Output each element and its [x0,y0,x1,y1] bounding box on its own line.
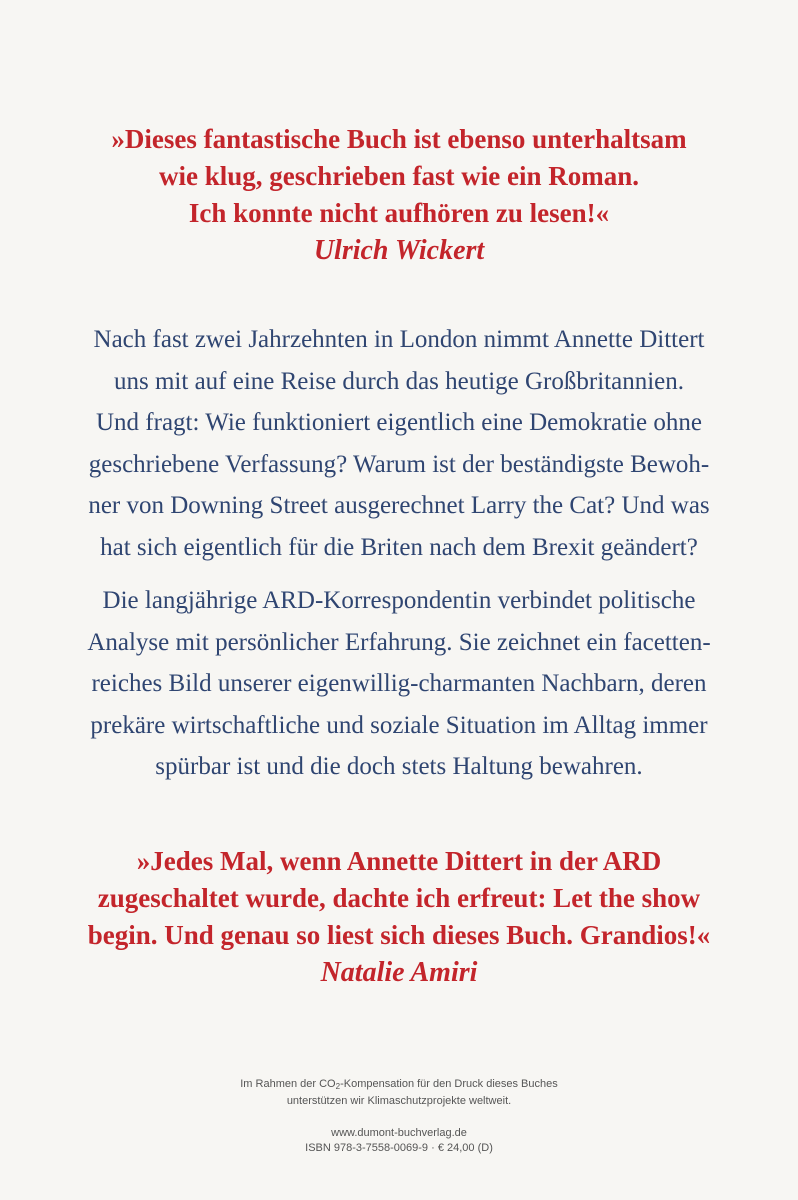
praise-quote-wickert [0,121,798,269]
climate-note-line-1 [0,1077,798,1094]
blurb-line: uns mit auf eine Reise durch das heutige Großbritannien. [114,367,684,395]
blurb-line: Nach fast zwei Jahrzehnten in London nimmt Annette Dittert [93,326,705,353]
climate-text-before: Im Rahmen der CO [240,1078,336,1090]
praise-quote-amiri [0,843,798,991]
blurb-line: prekäre wirtschaftliche und soziale Situation im Alltag immer [90,711,708,739]
blurb-line: Analyse mit persönlicher Erfahrung. Sie zeichnet ein facetten- [87,628,711,656]
publisher-website: www.dumont-buchverlag.de [331,1127,467,1139]
quote-line: wie klug, geschrieben fast wie ein Roman. [159,161,639,191]
blurb-line: spürbar ist und die doch stets Haltung bewahren. [155,753,643,780]
climate-text-after: -Kompensation für den Druck dieses Buches [340,1078,558,1090]
co2-subscript: 2 [335,1082,341,1091]
blurb-line: geschriebene Verfassung? Warum ist der beständigste Bewoh- [88,450,710,478]
climate-note-line-2: unterstützen wir Klimaschutzprojekte weltweit. [286,1095,512,1107]
publisher-info [0,1126,798,1156]
quote-author: Ulrich Wickert [313,235,485,266]
quote-line: »Jedes Mal, wenn Annette Dittert in der ARD [136,846,662,876]
isbn-price: ISBN 978-3-7558-0069-9 · € 24,00 (D) [305,1142,493,1154]
quote-author: Natalie Amiri [320,957,478,988]
blurb-line: reiches Bild unserer eigenwillig-charmanten Nachbarn, deren [91,670,707,697]
blurb-line: Und fragt: Wie funktioniert eigentlich eine Demokratie ohne [96,409,702,436]
quote-line: Ich konnte nicht aufhören zu lesen!« [188,198,610,228]
blurb-paragraph-1 [0,319,798,568]
blurb-line: Die langjährige ARD-Korrespondentin verbindet politische [102,587,696,614]
quote-line: »Dieses fantastische Buch ist ebenso unterhaltsam [111,124,687,154]
blurb-line: hat sich eigentlich für die Briten nach dem Brexit geändert? [100,533,698,561]
blurb-paragraph-2 [0,580,798,788]
climate-note [0,1077,798,1109]
blurb-line: ner von Downing Street ausgerechnet Larry the Cat? Und was [88,492,710,519]
quote-line: begin. Und genau so liest sich dieses Buch. Grandios!« [87,920,711,950]
quote-line: zugeschaltet wurde, dachte ich erfreut: Let the show [97,883,701,913]
